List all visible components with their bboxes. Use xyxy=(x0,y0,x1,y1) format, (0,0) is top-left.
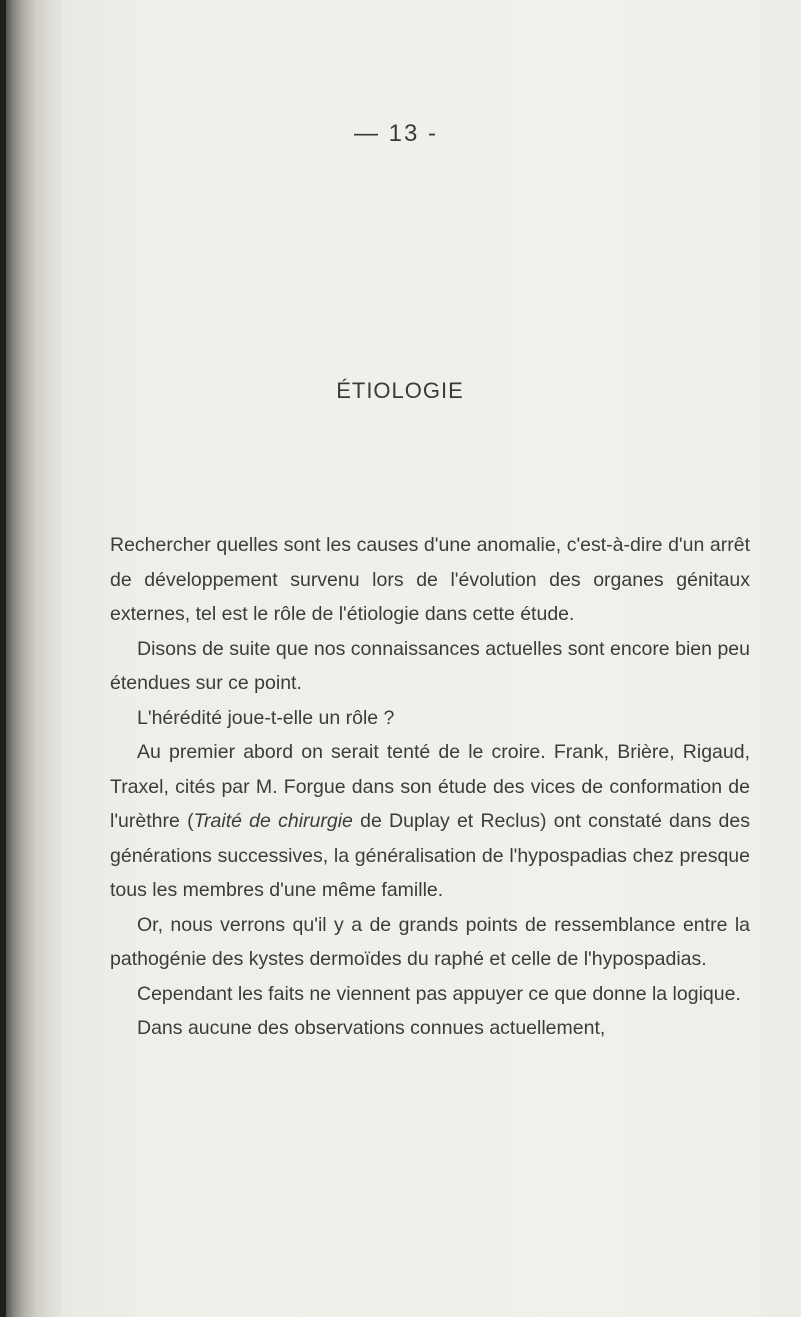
paragraph-5: Or, nous verrons qu'il y a de grands points de ressemblance entre la pathogénie des kystes dermoïdes du raphé et celle de l'hypospadias. xyxy=(110,913,750,970)
page-number: — 13 - xyxy=(353,120,439,147)
paragraph-4-start: Au premier abord on serait tenté de le croire. Frank, Brière, Rigaud, Traxel, cités par M. Forgue dans son étude des vices de conformation de l'urèthre ( xyxy=(110,741,750,832)
paragraph-6: Cependant les faits ne viennent pas appuyer ce que donne la logique. xyxy=(137,982,741,1005)
paragraph-2: Disons de suite que nos connaissances actuelles sont encore bien peu étendues sur ce point. xyxy=(110,637,750,694)
book-binding-shadow xyxy=(0,0,62,1317)
binding-edge xyxy=(0,0,6,1317)
body-text xyxy=(110,528,750,1046)
paragraph-7: Dans aucune des observations connues actuellement, xyxy=(137,1017,606,1039)
paragraph-1: Rechercher quelles sont les causes d'une anomalie, c'est-à-dire d'un arrêt de développement survenu lors de l'évolution des organes génitaux externes, tel est le rôle de l'étiologie dans cette étude. xyxy=(110,534,750,625)
book-title-citation: Traité de chirurgie xyxy=(193,810,353,832)
paragraph-3: L'hérédité joue-t-elle un rôle ? xyxy=(137,706,395,729)
paragraph-4-end: de Duplay et Reclus) ont constaté dans des générations successives, la généralisation de l'hypospadias chez presque tous les membres d'une même famille. xyxy=(110,810,750,901)
chapter-title: ÉTIOLOGIE xyxy=(336,378,464,403)
paragraph-4 xyxy=(110,735,750,908)
